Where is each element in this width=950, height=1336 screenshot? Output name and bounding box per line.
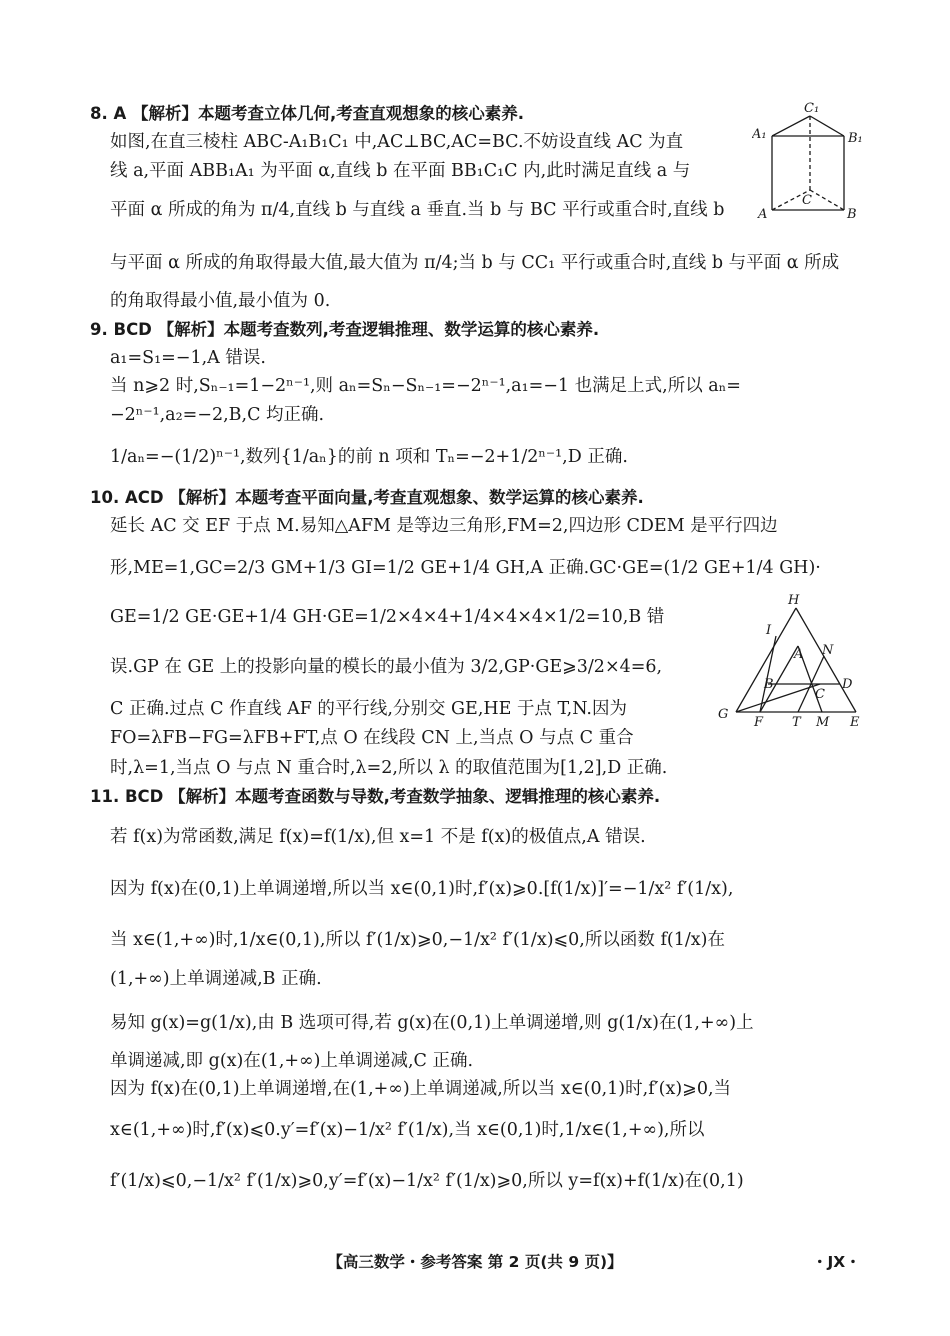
label-i: I: [766, 623, 772, 638]
q11-line-6: 单调递减,即 g(x)在(1,+∞)上单调递减,C 正确.: [110, 1051, 474, 1071]
label-t: T: [792, 715, 801, 728]
edge-c1-b1: [810, 116, 844, 136]
q11-line-2: 因为 f(x)在(0,1)上单调递增,所以当 x∈(0,1)时,f′(x)⩾0.[f(1/x)]′=−1/x² f′(1/x),: [110, 879, 734, 899]
q8-line-3: 平面 α 所成的角为 π/4,直线 b 与直线 a 垂直.当 b 与 BC 平行或重合时,直线 b: [110, 200, 725, 220]
q11-line-7: 因为 f(x)在(0,1)上单调递增,在(1,+∞)上单调递减,所以当 x∈(0,1)时,f′(x)⩾0,当: [110, 1079, 732, 1099]
q11-heading: 11. BCD 【解析】本题考查函数与导数,考查数学抽象、逻辑推理的核心素养.: [90, 787, 661, 806]
q10-line-6: FO=λFB−FG=λFB+FT,点 O 在线段 CN 上,当点 O 与点 C 重合: [110, 728, 634, 748]
q8-line-1: 如图,在直三棱柱 ABC-A₁B₁C₁ 中,AC⊥BC,AC=BC.不妨设直线 AC 为直: [110, 132, 684, 152]
q9-line-1: a₁=S₁=−1,A 错误.: [110, 348, 266, 368]
q11-line-4: (1,+∞)上单调递减,B 正确.: [110, 969, 322, 989]
label-b1: B₁: [848, 131, 863, 146]
label-m: M: [816, 715, 830, 728]
q10-line-3: GE=1/2 GE·GE+1/4 GH·GE=1/2×4×4+1/4×4×4×1/2=10,B 错: [110, 607, 665, 627]
label-a: A: [758, 207, 768, 222]
q8-line-4: 与平面 α 所成的角取得最大值,最大值为 π/4;当 b 与 CC₁ 平行或重合时,直线 b 与平面 α 所成: [110, 253, 840, 273]
q8-line-5: 的角取得最小值,最小值为 0.: [110, 291, 331, 311]
footer-mark: ・JX・: [812, 1253, 861, 1271]
label-a: A: [794, 647, 804, 662]
q8-line-2: 线 a,平面 ABB₁A₁ 为平面 α,直线 b 在平面 BB₁C₁C 内,此时满足直线 a 与: [110, 161, 691, 181]
q9-heading: 9. BCD 【解析】本题考查数列,考查逻辑推理、数学运算的核心素养.: [90, 320, 600, 339]
prism-figure: [752, 100, 872, 225]
q11-line-8: x∈(1,+∞)时,f′(x)⩽0.y′=f′(x)−1/x² f′(1/x),当 x∈(0,1)时,1/x∈(1,+∞),所以: [110, 1120, 705, 1140]
label-c: C: [815, 687, 825, 702]
page-footer: 【高三数学・参考答案 第 2 页(共 9 页)】: [327, 1253, 623, 1271]
edge-c-b: [810, 190, 844, 210]
q10-line-7: 时,λ=1,当点 O 与点 N 重合时,λ=2,所以 λ 的取值范围为[1,2],D 正确.: [110, 758, 668, 778]
label-b: B: [847, 207, 857, 222]
q10-line-5: C 正确.过点 C 作直线 AF 的平行线,分别交 GE,HE 于点 T,N.因为: [110, 699, 627, 719]
label-b: B: [764, 677, 774, 692]
q11-line-5: 易知 g(x)=g(1/x),由 B 选项可得,若 g(x)在(0,1)上单调递增,则 g(1/x)在(1,+∞)上: [110, 1013, 754, 1033]
q9-line-4: 1/aₙ=−(1/2)ⁿ⁻¹,数列{1/aₙ}的前 n 项和 Tₙ=−2+1/2ⁿ⁻¹,D 正确.: [110, 447, 628, 467]
label-h: H: [788, 593, 800, 608]
q10-line-1: 延长 AC 交 EF 于点 M.易知△AFM 是等边三角形,FM=2,四边形 CDEM 是平行四边: [110, 516, 778, 536]
q11-line-3: 当 x∈(1,+∞)时,1/x∈(0,1),所以 f′(1/x)⩾0,−1/x² f′(1/x)⩽0,所以函数 f(1/x)在: [110, 930, 725, 950]
edge-f-i: [760, 636, 776, 712]
triangle-figure: [712, 588, 872, 728]
q10-line-2: 形,ME=1,GC=2/3 GM+1/3 GI=1/2 GE+1/4 GH,A 正确.GC·GE=(1/2 GE+1/4 GH)·: [110, 558, 821, 578]
q10-line-4: 误.GP 在 GE 上的投影向量的模长的最小值为 3/2,GP·GE⩾3/2×4=6,: [110, 657, 663, 677]
label-d: D: [842, 677, 853, 692]
q8-heading: 8. A 【解析】本题考查立体几何,考查直观想象的核心素养.: [90, 104, 525, 123]
label-n: N: [822, 643, 834, 658]
q9-line-2: 当 n⩾2 时,Sₙ₋₁=1−2ⁿ⁻¹,则 aₙ=Sₙ−Sₙ₋₁=−2ⁿ⁻¹,a₁=−1 也满足上式,所以 aₙ=: [110, 376, 741, 396]
label-c: C: [802, 193, 812, 208]
label-f: F: [754, 715, 764, 728]
edge-g-c: [736, 684, 820, 712]
label-c1: C₁: [804, 101, 820, 116]
q11-line-1: 若 f(x)为常函数,满足 f(x)=f(1/x),但 x=1 不是 f(x)的极值点,A 错误.: [110, 827, 646, 847]
q10-heading: 10. ACD 【解析】本题考查平面向量,考查直观想象、数学运算的核心素养.: [90, 488, 644, 507]
label-a1: A₁: [752, 127, 767, 142]
label-e: E: [850, 715, 860, 728]
q9-line-3: −2ⁿ⁻¹,a₂=−2,B,C 均正确.: [110, 405, 325, 425]
q11-line-9: f′(1/x)⩽0,−1/x² f′(1/x)⩾0,y′=f′(x)−1/x² f′(1/x)⩾0,所以 y=f(x)+f(1/x)在(0,1): [110, 1171, 744, 1191]
edge-a1-c1: [772, 116, 810, 136]
label-g: G: [718, 707, 729, 722]
